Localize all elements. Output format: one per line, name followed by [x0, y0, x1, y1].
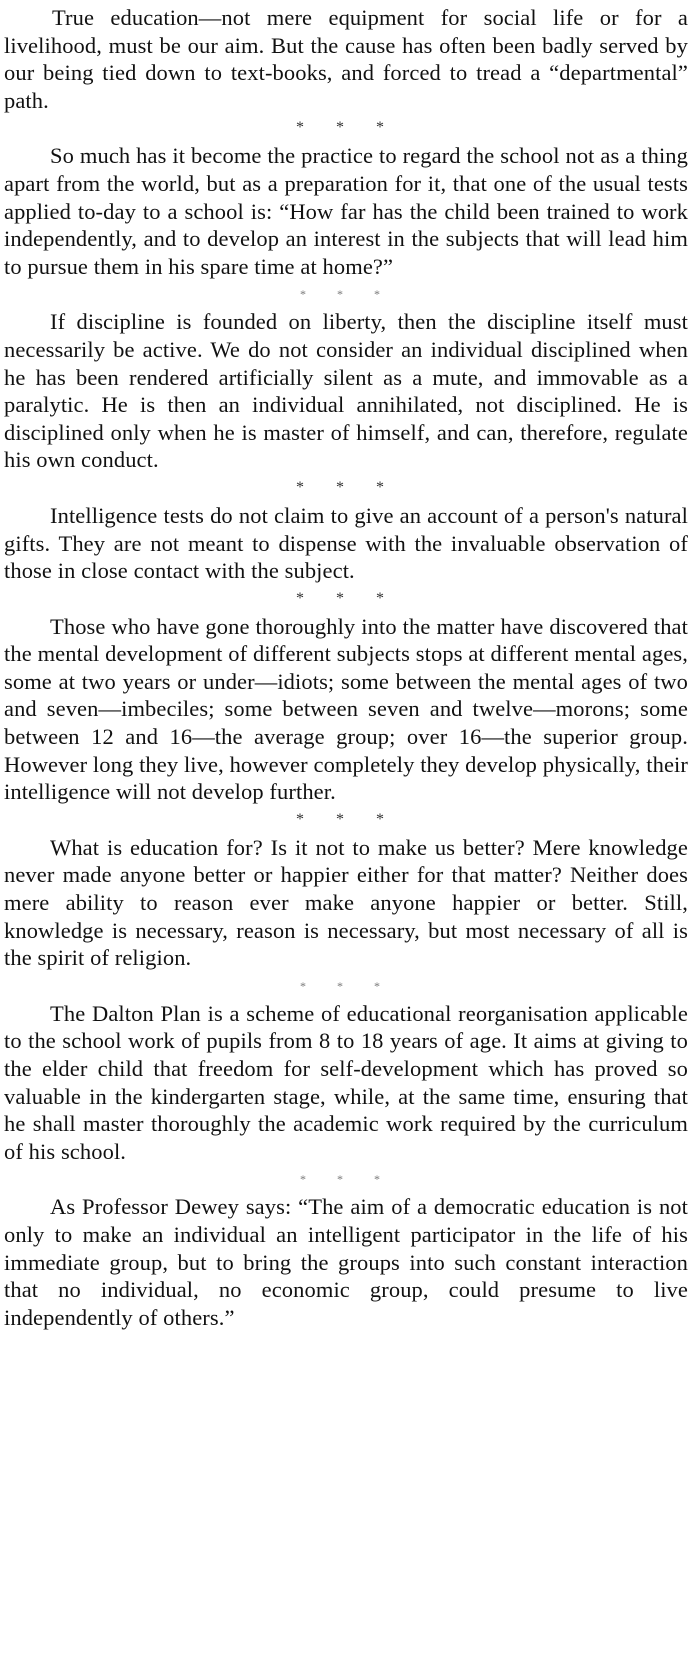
paragraph-intelligence-tests: Intelligence tests do not claim to give an account of a person's natural gifts. They are not meant to dispense with the invaluable observation of those in close contact with the subject.: [4, 502, 688, 584]
section-separator: * * *: [296, 810, 398, 828]
section-separator: * * *: [296, 478, 398, 496]
section-separator: * * *: [300, 1172, 394, 1187]
paragraph-dalton-plan: The Dalton Plan is a scheme of educational reorganisation applicable to the school work of pupils from 8 to 18 years of age. It aims at giving to the elder child that freedom for self-development which has proved so valuable in the kindergarten stage, while, at the same time, ensuring that he shall master thoroughly the academic work required by the curriculum of his school.: [4, 1000, 688, 1164]
paragraph-dewey-quote: As Professor Dewey says: “The aim of a democratic education is not only to make an individual an intelligent participator in the life of his immediate group, but to bring the groups into such constant interaction that no individual, no economic group, could presume to live independently of others.”: [4, 1194, 688, 1330]
paragraph-true-education: True education—not mere equipment for social life or for a livelihood, must be our aim. But the cause has often been badly served by our being tied down to text-books, and forced to tread a “departmental” path.: [4, 5, 688, 113]
section-separator: * * *: [300, 978, 394, 993]
paragraph-school-practice: So much has it become the practice to regard the school not as a thing apart from the world, but as a preparation for it, that one of the usual tests applied to-day to a school is: “How far has the child been trained to work independently, and to develop an interest in the subjects that will lead him to pursue them in his spare time at home?”: [4, 143, 688, 279]
section-separator: * * *: [296, 119, 398, 137]
section-separator: * * *: [300, 287, 394, 302]
section-separator: * * *: [296, 589, 398, 607]
paragraph-discipline: If discipline is founded on liberty, then the discipline itself must necessarily be active. We do not consider an individual disciplined when he has been rendered artificially silent as a mute, and immovable as a paralytic. He is then an individual annihilated, not disciplined. He is disciplined only when he is master of himself, and can, therefore, regulate his own conduct.: [4, 309, 688, 473]
paragraph-education-purpose: What is education for? Is it not to make us better? Mere knowledge never made anyone better or happier either for that matter? Neither does mere ability to reason ever make anyone happier or better. Still, knowledge is necessary, reason is necessary, but most necessary of all is the spirit of religion.: [4, 834, 688, 971]
paragraph-mental-development: Those who have gone thoroughly into the matter have discovered that the mental development of different subjects stops at different mental ages, some at two years or under—idiots; some between the mental ages of two and seven—imbeciles; some between seven and twelve—morons; some between 12 and 16—the average group; over 16—the superior group. However long they live, however completely they develop physically, their intelligence will not develop further.: [4, 613, 688, 805]
